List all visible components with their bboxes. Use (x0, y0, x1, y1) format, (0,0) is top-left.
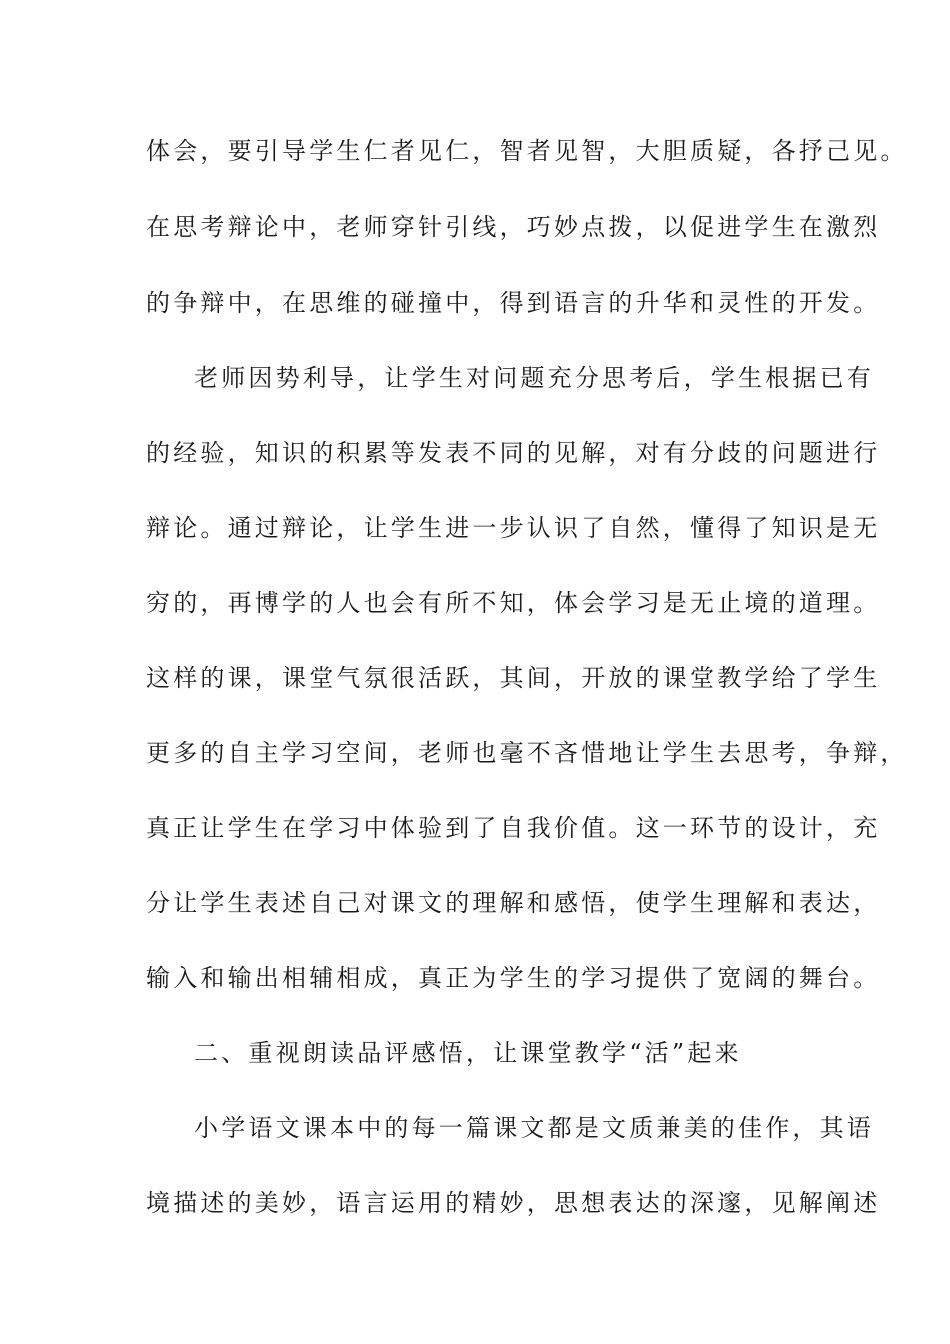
text-line-8: 这样的课，课堂气氛很活跃，其间，开放的课堂教学给了学生 (146, 664, 881, 692)
text-line-9: 更多的自主学习空间，老师也毫不吝惜地让学生去思考，争辩， (146, 739, 908, 767)
text-line-11: 分让学生表述自己对课文的理解和感悟，使学生理解和表达， (146, 889, 881, 917)
text-line-1: 体会，要引导学生仁者见仁，智者见智，大胆质疑，各抒己见。 (146, 137, 908, 165)
text-line-12: 输入和输出相辅相成，真正为学生的学习提供了宽阔的舞台。 (146, 964, 881, 992)
section-heading: 二、重视朗读品评感悟，让课堂教学“活”起来 (194, 1039, 742, 1067)
text-line-6: 辩论。通过辩论，让学生进一步认识了自然，懂得了知识是无 (146, 514, 881, 542)
paragraph-start-line: 老师因势利导，让学生对问题充分思考后，学生根据已有 (194, 364, 874, 392)
text-line-2: 在思考辩论中，老师穿针引线，巧妙点拨，以促进学生在激烈 (146, 213, 881, 241)
text-line-7: 穷的，再博学的人也会有所不知，体会学习是无止境的道理。 (146, 589, 881, 617)
text-line-5: 的经验，知识的积累等发表不同的见解，对有分歧的问题进行 (146, 439, 881, 467)
text-line-15: 境描述的美妙，语言运用的精妙，思想表达的深邃，见解阐述 (146, 1189, 881, 1217)
paragraph-start-line: 小学语文课本中的每一篇课文都是文质兼美的佳作，其语 (194, 1114, 874, 1142)
text-line-10: 真正让学生在学习中体验到了自我价值。这一环节的设计，充 (146, 814, 881, 842)
text-line-3: 的争辩中，在思维的碰撞中，得到语言的升华和灵性的开发。 (146, 289, 881, 317)
